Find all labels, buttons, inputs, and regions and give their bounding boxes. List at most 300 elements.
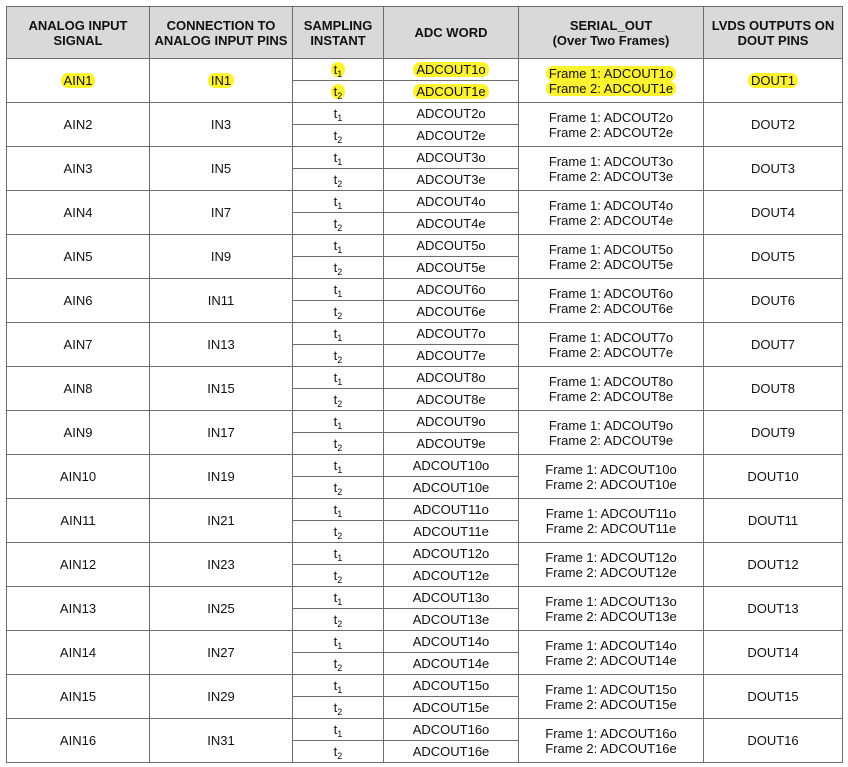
sampling-instant-label xyxy=(334,392,343,407)
frame2-text: Frame 2: ADCOUT14e xyxy=(545,652,677,668)
dout-value: DOUT1 xyxy=(748,73,798,88)
frame2-text: Frame 2: ADCOUT7e xyxy=(548,344,674,360)
adc-word-odd: ADCOUT6o xyxy=(416,282,486,297)
frame1-text: Frame 1: ADCOUT2o xyxy=(548,109,674,125)
instant-letter: t xyxy=(333,128,338,143)
instant-subscript: 2 xyxy=(337,223,343,233)
instant-subscript: 1 xyxy=(337,113,343,123)
frame1-text: Frame 1: ADCOUT10o xyxy=(545,461,677,477)
sampling-instant-label xyxy=(334,700,343,715)
cell-serial-out xyxy=(519,455,704,499)
instant-letter: t xyxy=(333,194,338,209)
cell-pin xyxy=(150,59,293,103)
sampling-instant-label xyxy=(334,260,343,275)
dout-value: DOUT2 xyxy=(750,117,796,132)
header-sampling-instant: SAMPLING INSTANT xyxy=(293,7,384,59)
adc-word-even: ADCOUT5e xyxy=(416,260,486,275)
adc-word-even: ADCOUT10e xyxy=(412,480,490,495)
instant-subscript: 1 xyxy=(337,685,343,695)
adc-word-even: ADCOUT7e xyxy=(416,348,486,363)
cell-adc-word-odd xyxy=(384,719,519,741)
instant-letter: t xyxy=(333,348,338,363)
cell-sampling-instant xyxy=(293,499,384,521)
cell-adc-word-even xyxy=(384,477,519,499)
signal-value: AIN16 xyxy=(59,733,97,748)
frame2-text: Frame 2: ADCOUT2e xyxy=(548,124,674,140)
sampling-instant-label xyxy=(334,194,343,209)
header-row xyxy=(7,7,843,59)
cell-dout xyxy=(704,631,843,675)
sampling-instant-label xyxy=(334,172,343,187)
instant-subscript: 2 xyxy=(337,355,343,365)
signal-value: AIN6 xyxy=(63,293,93,308)
frame2-text: Frame 2: ADCOUT3e xyxy=(548,168,674,184)
cell-adc-word-odd xyxy=(384,279,519,301)
cell-adc-word-odd xyxy=(384,543,519,565)
cell-signal xyxy=(7,675,150,719)
instant-subscript: 2 xyxy=(337,443,343,453)
cell-pin xyxy=(150,103,293,147)
dout-value: DOUT4 xyxy=(750,205,796,220)
sampling-instant-label xyxy=(334,436,343,451)
pin-value: IN31 xyxy=(207,733,235,748)
cell-adc-word-even xyxy=(384,81,519,103)
instant-subscript: 1 xyxy=(337,729,343,739)
instant-letter: t xyxy=(333,458,338,473)
cell-serial-out xyxy=(519,235,704,279)
cell-sampling-instant xyxy=(293,521,384,543)
instant-letter: t xyxy=(333,634,338,649)
instant-subscript: 1 xyxy=(337,201,343,211)
signal-value: AIN9 xyxy=(63,425,93,440)
cell-serial-out xyxy=(519,191,704,235)
instant-subscript: 1 xyxy=(337,333,343,343)
adc-word-odd: ADCOUT9o xyxy=(416,414,486,429)
pin-value: IN25 xyxy=(207,601,235,616)
cell-dout xyxy=(704,103,843,147)
dout-value: DOUT15 xyxy=(747,689,799,704)
cell-adc-word-even xyxy=(384,609,519,631)
frame1-text: Frame 1: ADCOUT7o xyxy=(548,329,674,345)
cell-adc-word-even xyxy=(384,741,519,763)
dout-value: DOUT3 xyxy=(750,161,796,176)
cell-adc-word-odd xyxy=(384,367,519,389)
cell-sampling-instant xyxy=(293,191,384,213)
instant-letter: t xyxy=(333,326,338,341)
serial-out-frames xyxy=(545,638,677,668)
frame2-text: Frame 2: ADCOUT13e xyxy=(545,608,677,624)
cell-serial-out xyxy=(519,543,704,587)
adc-word-even: ADCOUT12e xyxy=(412,568,490,583)
cell-pin xyxy=(150,147,293,191)
instant-subscript: 1 xyxy=(337,289,343,299)
dout-value: DOUT9 xyxy=(750,425,796,440)
cell-pin xyxy=(150,367,293,411)
adc-word-odd: ADCOUT5o xyxy=(416,238,486,253)
adc-word-odd: ADCOUT16o xyxy=(412,722,490,737)
table-row xyxy=(7,411,843,433)
pin-value: IN17 xyxy=(207,425,235,440)
instant-subscript: 2 xyxy=(337,751,343,761)
instant-letter: t xyxy=(333,612,338,627)
instant-letter: t xyxy=(333,304,338,319)
adc-word-odd: ADCOUT2o xyxy=(416,106,486,121)
instant-letter: t xyxy=(333,370,338,385)
cell-serial-out xyxy=(519,499,704,543)
adc-word-even: ADCOUT3e xyxy=(416,172,486,187)
serial-out-frames xyxy=(545,550,677,580)
cell-sampling-instant xyxy=(293,301,384,323)
cell-adc-word-odd xyxy=(384,147,519,169)
cell-serial-out xyxy=(519,59,704,103)
adc-word-even: ADCOUT1e xyxy=(413,84,488,99)
pin-value: IN23 xyxy=(207,557,235,572)
serial-out-frames xyxy=(546,506,677,536)
cell-signal xyxy=(7,279,150,323)
cell-serial-out xyxy=(519,279,704,323)
instant-letter: t xyxy=(333,106,338,121)
instant-letter: t xyxy=(333,282,338,297)
instant-letter: t xyxy=(333,62,338,77)
table-body xyxy=(7,59,843,763)
adc-word-even: ADCOUT16e xyxy=(412,744,490,759)
instant-subscript: 1 xyxy=(337,69,343,79)
cell-sampling-instant xyxy=(293,279,384,301)
frame2-text: Frame 2: ADCOUT11e xyxy=(545,520,677,536)
pin-value: IN27 xyxy=(207,645,235,660)
sampling-instant-label xyxy=(334,304,343,319)
serial-out-frames xyxy=(546,66,676,96)
instant-letter: t xyxy=(333,524,338,539)
cell-signal xyxy=(7,147,150,191)
sampling-instant-label xyxy=(334,656,343,671)
cell-sampling-instant xyxy=(293,125,384,147)
table-row xyxy=(7,147,843,169)
dout-value: DOUT13 xyxy=(747,601,799,616)
frame1-text: Frame 1: ADCOUT3o xyxy=(548,153,674,169)
cell-adc-word-odd xyxy=(384,631,519,653)
cell-pin xyxy=(150,587,293,631)
cell-adc-word-even xyxy=(384,169,519,191)
cell-serial-out xyxy=(519,631,704,675)
frame2-text: Frame 2: ADCOUT5e xyxy=(548,256,674,272)
cell-serial-out xyxy=(519,103,704,147)
cell-sampling-instant xyxy=(293,257,384,279)
frame1-text: Frame 1: ADCOUT12o xyxy=(545,549,677,565)
cell-pin xyxy=(150,323,293,367)
instant-letter: t xyxy=(333,678,338,693)
cell-signal xyxy=(7,411,150,455)
sampling-instant-label xyxy=(334,348,343,363)
cell-sampling-instant xyxy=(293,213,384,235)
cell-dout xyxy=(704,323,843,367)
cell-adc-word-even xyxy=(384,125,519,147)
sampling-instant-label xyxy=(334,590,343,605)
cell-pin xyxy=(150,235,293,279)
instant-letter: t xyxy=(333,172,338,187)
instant-letter: t xyxy=(333,502,338,517)
instant-letter: t xyxy=(333,150,338,165)
cell-sampling-instant xyxy=(293,103,384,125)
cell-signal xyxy=(7,191,150,235)
cell-sampling-instant xyxy=(293,609,384,631)
signal-value: AIN2 xyxy=(63,117,93,132)
sampling-instant-label xyxy=(334,634,343,649)
instant-letter: t xyxy=(333,744,338,759)
cell-dout xyxy=(704,543,843,587)
cell-adc-word-odd xyxy=(384,499,519,521)
table-row xyxy=(7,59,843,81)
sampling-instant-label xyxy=(334,568,343,583)
signal-value: AIN11 xyxy=(60,513,96,528)
table-row xyxy=(7,719,843,741)
cell-pin xyxy=(150,279,293,323)
pin-value: IN29 xyxy=(207,689,235,704)
sampling-instant-label xyxy=(334,546,343,561)
header-lvds-outputs: LVDS OUTPUTS ON DOUT PINS xyxy=(704,7,843,59)
instant-subscript: 2 xyxy=(337,91,343,101)
table-row xyxy=(7,103,843,125)
cell-adc-word-even xyxy=(384,565,519,587)
signal-value: AIN8 xyxy=(63,381,93,396)
instant-subscript: 1 xyxy=(337,509,343,519)
adc-word-even: ADCOUT15e xyxy=(412,700,490,715)
instant-letter: t xyxy=(333,480,338,495)
cell-signal xyxy=(7,59,150,103)
cell-adc-word-even xyxy=(384,389,519,411)
cell-adc-word-odd xyxy=(384,411,519,433)
adc-word-odd: ADCOUT1o xyxy=(413,62,488,77)
sampling-instant-label xyxy=(334,744,343,759)
instant-subscript: 2 xyxy=(337,135,343,145)
cell-pin xyxy=(150,499,293,543)
cell-sampling-instant xyxy=(293,653,384,675)
cell-pin xyxy=(150,455,293,499)
adc-word-even: ADCOUT8e xyxy=(416,392,486,407)
cell-sampling-instant xyxy=(293,323,384,345)
serial-out-frames xyxy=(549,418,673,448)
adc-word-odd: ADCOUT14o xyxy=(412,634,490,649)
cell-sampling-instant xyxy=(293,697,384,719)
dout-value: DOUT12 xyxy=(747,557,799,572)
cell-sampling-instant xyxy=(293,455,384,477)
table-row xyxy=(7,235,843,257)
serial-out-frames xyxy=(545,682,677,712)
frame2-text: Frame 2: ADCOUT9e xyxy=(548,432,674,448)
pin-value: IN19 xyxy=(207,469,235,484)
cell-adc-word-odd xyxy=(384,191,519,213)
sampling-instant-label xyxy=(334,216,343,231)
cell-sampling-instant xyxy=(293,367,384,389)
cell-adc-word-even xyxy=(384,653,519,675)
instant-subscript: 1 xyxy=(337,157,343,167)
instant-letter: t xyxy=(333,414,338,429)
header-analog-input-signal: ANALOG INPUT SIGNAL xyxy=(7,7,150,59)
frame1-text: Frame 1: ADCOUT14o xyxy=(545,637,677,653)
cell-sampling-instant xyxy=(293,587,384,609)
signal-value: AIN7 xyxy=(63,337,93,352)
sampling-instant-label xyxy=(334,502,343,517)
cell-pin xyxy=(150,631,293,675)
signal-value: AIN13 xyxy=(59,601,97,616)
cell-signal xyxy=(7,323,150,367)
cell-adc-word-odd xyxy=(384,103,519,125)
cell-adc-word-even xyxy=(384,257,519,279)
sampling-instant-label xyxy=(334,722,343,737)
serial-out-frames xyxy=(549,154,673,184)
cell-adc-word-odd xyxy=(384,587,519,609)
pin-value: IN15 xyxy=(207,381,235,396)
adc-word-odd: ADCOUT3o xyxy=(416,150,486,165)
header-serial-out-title: SERIAL_OUT xyxy=(569,17,653,33)
dout-value: DOUT8 xyxy=(750,381,796,396)
pin-value: IN11 xyxy=(207,293,235,308)
frame1-text: Frame 1: ADCOUT5o xyxy=(548,241,674,257)
header-serial-out-subtitle: (Over Two Frames) xyxy=(552,32,670,48)
cell-sampling-instant xyxy=(293,433,384,455)
adc-word-even: ADCOUT9e xyxy=(416,436,486,451)
frame1-text: Frame 1: ADCOUT1o xyxy=(546,66,676,81)
cell-sampling-instant xyxy=(293,81,384,103)
adc-word-odd: ADCOUT4o xyxy=(416,194,486,209)
signal-value: AIN14 xyxy=(59,645,97,660)
cell-serial-out xyxy=(519,147,704,191)
sampling-instant-label xyxy=(331,84,346,99)
instant-subscript: 1 xyxy=(337,553,343,563)
table-row xyxy=(7,323,843,345)
cell-serial-out xyxy=(519,323,704,367)
instant-subscript: 1 xyxy=(337,421,343,431)
cell-sampling-instant xyxy=(293,565,384,587)
pin-value: IN13 xyxy=(207,337,235,352)
table-row xyxy=(7,587,843,609)
signal-value: AIN10 xyxy=(59,469,97,484)
adc-word-odd: ADCOUT10o xyxy=(412,458,490,473)
frame2-text: Frame 2: ADCOUT16e xyxy=(545,740,677,756)
cell-sampling-instant xyxy=(293,169,384,191)
frame1-text: Frame 1: ADCOUT13o xyxy=(545,593,677,609)
frame1-text: Frame 1: ADCOUT8o xyxy=(548,373,674,389)
frame1-text: Frame 1: ADCOUT6o xyxy=(548,285,674,301)
cell-adc-word-odd xyxy=(384,59,519,81)
adc-word-even: ADCOUT4e xyxy=(416,216,486,231)
cell-pin xyxy=(150,719,293,763)
sampling-instant-label xyxy=(334,612,343,627)
cell-serial-out xyxy=(519,719,704,763)
frame1-text: Frame 1: ADCOUT15o xyxy=(545,681,677,697)
table-row xyxy=(7,543,843,565)
serial-out-frames xyxy=(549,286,673,316)
cell-signal xyxy=(7,103,150,147)
cell-sampling-instant xyxy=(293,631,384,653)
serial-out-frames xyxy=(545,462,677,492)
sampling-instant-label xyxy=(334,238,343,253)
cell-pin xyxy=(150,675,293,719)
cell-signal xyxy=(7,631,150,675)
instant-subscript: 1 xyxy=(337,245,343,255)
frame2-text: Frame 2: ADCOUT4e xyxy=(548,212,674,228)
header-connection-pins: CONNECTION TO ANALOG INPUT PINS xyxy=(150,7,293,59)
cell-signal xyxy=(7,367,150,411)
cell-dout xyxy=(704,455,843,499)
instant-subscript: 1 xyxy=(337,641,343,651)
cell-adc-word-even xyxy=(384,345,519,367)
cell-signal xyxy=(7,235,150,279)
serial-out-frames xyxy=(545,726,677,756)
cell-dout xyxy=(704,499,843,543)
table-row xyxy=(7,455,843,477)
dout-value: DOUT14 xyxy=(747,645,799,660)
dout-value: DOUT16 xyxy=(747,733,799,748)
adc-word-even: ADCOUT14e xyxy=(412,656,490,671)
serial-out-frames xyxy=(549,330,673,360)
cell-dout xyxy=(704,279,843,323)
cell-sampling-instant xyxy=(293,59,384,81)
instant-letter: t xyxy=(333,656,338,671)
cell-dout xyxy=(704,719,843,763)
table-row xyxy=(7,279,843,301)
instant-letter: t xyxy=(333,722,338,737)
sampling-instant-label xyxy=(334,480,343,495)
instant-subscript: 2 xyxy=(337,487,343,497)
frame2-text: Frame 2: ADCOUT12e xyxy=(545,564,677,580)
adc-word-odd: ADCOUT13o xyxy=(412,590,490,605)
cell-signal xyxy=(7,499,150,543)
table-row xyxy=(7,631,843,653)
adc-word-odd: ADCOUT11o xyxy=(413,502,489,517)
signal-value: AIN4 xyxy=(63,205,93,220)
cell-sampling-instant xyxy=(293,675,384,697)
cell-adc-word-even xyxy=(384,433,519,455)
cell-dout xyxy=(704,147,843,191)
cell-serial-out xyxy=(519,587,704,631)
cell-sampling-instant xyxy=(293,147,384,169)
dout-value: DOUT7 xyxy=(750,337,796,352)
dout-value: DOUT5 xyxy=(750,249,796,264)
instant-letter: t xyxy=(333,590,338,605)
cell-adc-word-odd xyxy=(384,455,519,477)
instant-subscript: 2 xyxy=(337,619,343,629)
cell-pin xyxy=(150,411,293,455)
adc-word-even: ADCOUT13e xyxy=(412,612,490,627)
pin-value: IN7 xyxy=(210,205,232,220)
dout-value: DOUT11 xyxy=(747,513,799,528)
instant-subscript: 2 xyxy=(337,267,343,277)
adc-word-odd: ADCOUT12o xyxy=(412,546,490,561)
sampling-instant-label xyxy=(334,524,343,539)
instant-subscript: 2 xyxy=(337,179,343,189)
cell-dout xyxy=(704,587,843,631)
pin-value: IN9 xyxy=(210,249,232,264)
sampling-instant-label xyxy=(334,106,343,121)
frame2-text: Frame 2: ADCOUT6e xyxy=(548,300,674,316)
cell-dout xyxy=(704,411,843,455)
table-row xyxy=(7,367,843,389)
cell-dout xyxy=(704,59,843,103)
sampling-instant-label xyxy=(334,458,343,473)
frame1-text: Frame 1: ADCOUT16o xyxy=(545,725,677,741)
frame2-text: Frame 2: ADCOUT15e xyxy=(545,696,677,712)
instant-letter: t xyxy=(333,700,338,715)
cell-dout xyxy=(704,367,843,411)
instant-subscript: 2 xyxy=(337,311,343,321)
frame1-text: Frame 1: ADCOUT4o xyxy=(548,197,674,213)
sampling-instant-label xyxy=(334,370,343,385)
cell-signal xyxy=(7,543,150,587)
cell-sampling-instant xyxy=(293,543,384,565)
signal-value: AIN3 xyxy=(63,161,93,176)
signal-value: AIN15 xyxy=(59,689,97,704)
